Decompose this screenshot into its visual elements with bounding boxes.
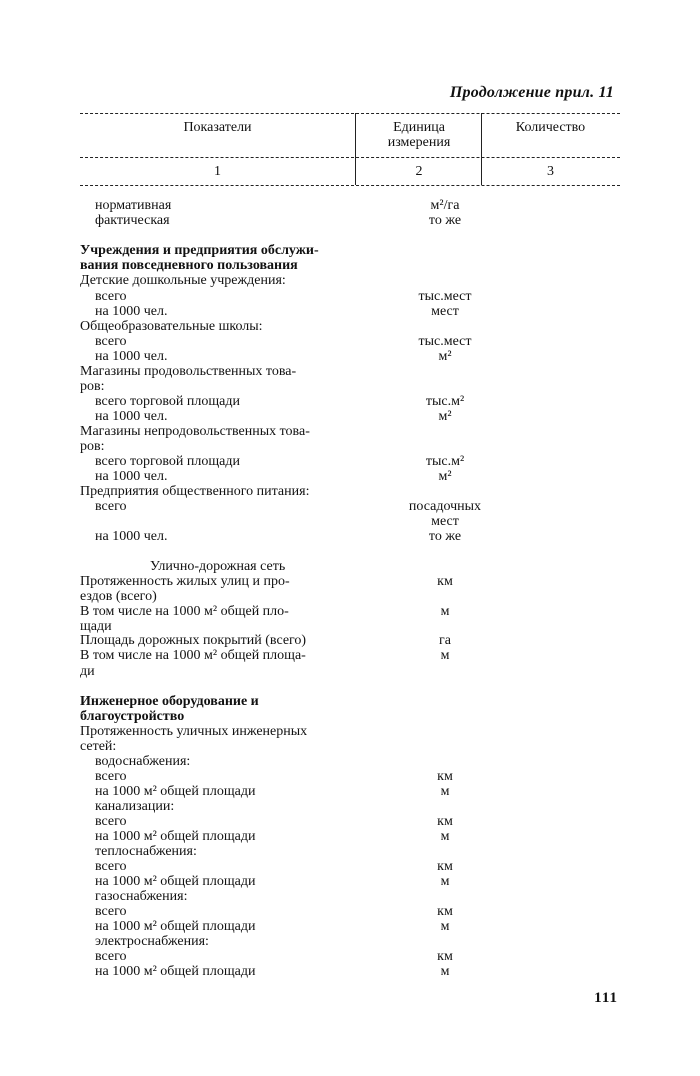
table-row	[0, 559, 700, 575]
table-row	[0, 258, 700, 274]
unit-label: мест	[431, 304, 459, 319]
table-row	[0, 544, 700, 560]
indicator-label: благоустройство	[80, 709, 185, 724]
header-unit-line1: Единица	[393, 120, 445, 135]
indicator-label: всего	[95, 769, 127, 784]
unit-label: м	[440, 919, 450, 934]
unit-label: км	[437, 814, 453, 829]
indicator-label: Протяженность уличных инженерных	[80, 724, 308, 739]
unit-label: м²/га	[430, 198, 460, 213]
indicator-label: на 1000 чел.	[95, 529, 168, 544]
unit-label: м	[440, 964, 450, 979]
indicator-label: на 1000 чел.	[95, 349, 168, 364]
table-row	[0, 709, 700, 725]
table-row	[0, 319, 700, 335]
indicator-label: Инженерное оборудование и	[80, 694, 259, 709]
column-number-1: 1	[214, 164, 221, 179]
unit-label: посадочных	[408, 499, 482, 514]
unit-label: м	[440, 648, 450, 663]
indicator-label: ездов (всего)	[80, 589, 157, 604]
unit-label: тыс.м²	[425, 454, 465, 469]
unit-label: га	[439, 633, 451, 648]
unit-label: м²	[438, 349, 452, 364]
table-row	[0, 889, 700, 905]
page-number: 111	[594, 990, 618, 1006]
unit-label: тыс.мест	[418, 334, 472, 349]
indicator-label: щади	[80, 619, 112, 634]
indicator-label: канализации:	[95, 799, 175, 814]
table-row	[0, 664, 700, 680]
unit-label: км	[437, 949, 453, 964]
unit-label: тыс.мест	[418, 289, 472, 304]
indicator-label: ров:	[80, 379, 105, 394]
table-row	[0, 379, 700, 395]
unit-label: тыс.м²	[425, 394, 465, 409]
table-row	[0, 679, 700, 695]
table-row	[0, 589, 700, 605]
indicator-label: В том числе на 1000 м² общей пло-	[80, 604, 289, 619]
indicator-label: В том числе на 1000 м² общей площа-	[80, 648, 306, 663]
indicator-label: всего	[95, 814, 127, 829]
indicator-label: Магазины непродовольственных това-	[80, 424, 310, 439]
table-row	[0, 394, 700, 410]
unit-label: м	[440, 829, 450, 844]
unit-label: то же	[428, 529, 462, 544]
header-indicators: Показатели	[183, 120, 252, 135]
table-row	[0, 409, 700, 425]
table-row	[0, 859, 700, 875]
table-row	[0, 334, 700, 350]
table-row	[0, 484, 700, 500]
table-row	[0, 213, 700, 229]
table-row	[0, 934, 700, 950]
indicator-label: Улично-дорожная сеть	[150, 559, 286, 574]
table-row	[0, 633, 700, 649]
indicator-label: на 1000 м² общей площади	[95, 874, 256, 889]
table-row	[0, 198, 700, 214]
indicator-label: фактическая	[95, 213, 170, 228]
indicator-label: Детские дошкольные учреждения:	[80, 273, 286, 288]
unit-label: то же	[428, 213, 462, 228]
table-row	[0, 904, 700, 920]
unit-label: м	[440, 604, 450, 619]
header-unit-line2: измерения	[387, 135, 451, 150]
table-row	[0, 769, 700, 785]
indicator-label: всего	[95, 334, 127, 349]
table-row	[0, 574, 700, 590]
indicator-label: на 1000 чел.	[95, 469, 168, 484]
indicator-label: ди	[80, 664, 95, 679]
table-row	[0, 844, 700, 860]
table-row	[0, 454, 700, 470]
indicator-label: всего	[95, 859, 127, 874]
table-row	[0, 964, 700, 980]
table-row	[0, 469, 700, 485]
table-row	[0, 243, 700, 259]
indicator-label: теплоснабжения:	[95, 844, 197, 859]
table-row	[0, 424, 700, 440]
table-row	[0, 228, 700, 244]
table-row	[0, 949, 700, 965]
table-row	[0, 754, 700, 770]
unit-label: м²	[438, 409, 452, 424]
unit-label: км	[437, 859, 453, 874]
table-row	[0, 349, 700, 365]
indicator-label: на 1000 м² общей площади	[95, 964, 256, 979]
unit-label: км	[437, 574, 453, 589]
table-row	[0, 604, 700, 620]
indicator-label: сетей:	[80, 739, 117, 754]
table-row	[0, 829, 700, 845]
table-row	[0, 364, 700, 380]
indicator-label: Предприятия общественного питания:	[80, 484, 310, 499]
indicator-label: всего торговой площади	[95, 454, 240, 469]
table-row	[0, 724, 700, 740]
unit-label: м	[440, 784, 450, 799]
indicator-label: электроснабжения:	[95, 934, 209, 949]
indicator-label: всего	[95, 499, 127, 514]
indicator-label: вания повседневного пользования	[80, 258, 298, 273]
unit-label: м	[440, 874, 450, 889]
indicator-label: водоснабжения:	[95, 754, 191, 769]
indicator-label: Общеобразовательные школы:	[80, 319, 263, 334]
unit-label: мест	[431, 514, 459, 529]
table-row	[0, 529, 700, 545]
table-row	[0, 289, 700, 305]
table-row	[0, 874, 700, 890]
indicator-label: на 1000 м² общей площади	[95, 829, 256, 844]
table-row	[0, 799, 700, 815]
indicator-label: на 1000 чел.	[95, 409, 168, 424]
table-row	[0, 304, 700, 320]
indicator-label: на 1000 чел.	[95, 304, 168, 319]
indicator-label: на 1000 м² общей площади	[95, 919, 256, 934]
table-row	[0, 499, 700, 515]
table-row	[0, 694, 700, 710]
unit-label: км	[437, 769, 453, 784]
table-row	[0, 739, 700, 755]
indicator-label: Магазины продовольственных това-	[80, 364, 297, 379]
indicator-label: нормативная	[95, 198, 172, 213]
table-row	[0, 648, 700, 664]
indicator-label: Учреждения и предприятия обслужи-	[80, 243, 319, 258]
indicator-label: всего торговой площади	[95, 394, 240, 409]
page-caption: Продолжение прил. 11	[449, 84, 614, 101]
indicator-label: газоснабжения:	[95, 889, 188, 904]
table-row	[0, 439, 700, 455]
table-row	[0, 514, 700, 530]
unit-label: км	[437, 904, 453, 919]
unit-label: м²	[438, 469, 452, 484]
table-row	[0, 784, 700, 800]
table-row	[0, 814, 700, 830]
table-row	[0, 273, 700, 289]
indicator-label: на 1000 м² общей площади	[95, 784, 256, 799]
column-number-2: 2	[415, 164, 423, 179]
indicator-label: ров:	[80, 439, 105, 454]
indicator-label: всего	[95, 289, 127, 304]
header-quantity: Количество	[515, 120, 586, 135]
indicator-label: Площадь дорожных покрытий (всего)	[80, 633, 307, 648]
table-row	[0, 919, 700, 935]
indicator-label: всего	[95, 904, 127, 919]
indicator-label: всего	[95, 949, 127, 964]
column-number-3: 3	[547, 164, 554, 179]
indicator-label: Протяженность жилых улиц и про-	[80, 574, 290, 589]
